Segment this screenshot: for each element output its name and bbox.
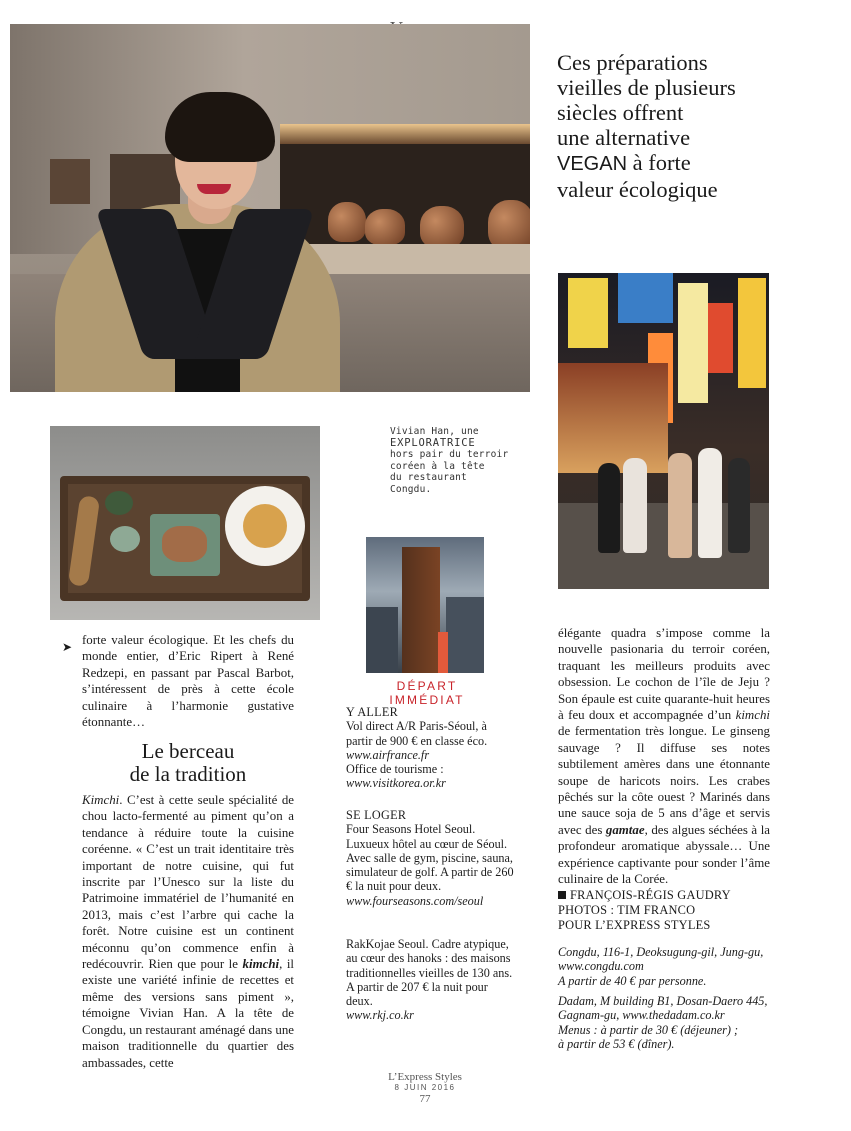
- page-number: 77: [419, 1093, 431, 1105]
- pull-quote-line: VEGAN à forte: [557, 150, 691, 175]
- pull-quote-line: Ces préparations: [557, 50, 708, 75]
- rkj-link[interactable]: www.rkj.co.kr: [346, 1008, 414, 1023]
- airfrance-link[interactable]: www.airfrance.fr: [346, 747, 430, 762]
- vegan-word: VEGAN: [557, 153, 628, 175]
- pull-quote-line: valeur écologique: [557, 177, 718, 202]
- pull-quote-line: vieilles de plusieurs: [557, 75, 736, 100]
- article-paragraph: Kimchi. C’est à cette seule spécialité de chou lacto-fermenté au piment qu’on a tendance à réduire toute la cuisine coréenne. « C’est un trait identitaire très important de notre cuisine, qui fut inscrite par l’Unesco sur la liste du Patrimoine immatériel de l’humanité en 2013, mais c’est l’arbre qui cache la forêt. Notre cuisine est un continent méconnu qu’on commence enfin à redécouvrir. Rien que pour le kimchi, il existe une variété infinie de recettes et même des versions sans piment », témoigne Vivian Han. A la tête de Congdu, un restaurant aménagé dans une maison traditionnelle du quartier des ambassades, cette: [82, 793, 295, 1070]
- depart-title: DÉPART IMMÉDIAT: [389, 679, 465, 707]
- address-dadam: Dadam, M building B1, Dosan-Daero 445, Gagnam-gu, www.thedadam.co.kr Menus : à partir de 30 € (déjeuner) ; à partir de 53 € (dîner).: [558, 994, 768, 1051]
- square-icon: [558, 891, 566, 899]
- city-photo: [366, 537, 484, 673]
- info-se-loger: SE LOGER Four Seasons Hotel Seoul. Luxueux hôtel au cœur de Séoul. Avec salle de gym, piscine, sauna, simulateur de golf. A partir de 260 € la nuit pour deux. www.fourseasons.com/seoul: [346, 808, 516, 908]
- pull-quote: [557, 50, 797, 202]
- pull-quote-line: une alternative: [557, 125, 691, 150]
- fourseasons-link[interactable]: www.fourseasons.com/seoul: [346, 893, 484, 908]
- visitkorea-link[interactable]: www.visitkorea.or.kr: [346, 776, 446, 791]
- page-footer: L’Express Styles 8 JUIN 2016 77: [350, 1071, 500, 1105]
- address-congdu: Congdu, 116-1, Deoksugung-gil, Jung-gu, www.congdu.com A partir de 40 € par personne.: [558, 945, 764, 988]
- tray-photo: [50, 426, 320, 620]
- street-photo: [558, 273, 769, 589]
- byline: FRANÇOIS-RÉGIS GAUDRY PHOTOS : TIM FRANCO POUR L’EXPRESS STYLES: [558, 888, 731, 933]
- pull-quote-line: siècles offrent: [557, 100, 684, 125]
- subheading: Le berceau de la tradition: [129, 739, 247, 786]
- article-paragraph: élégante quadra s’impose comme la nouvelle pasionaria du terroir coréen, traquant les meilleurs produits avec obsession. Le cochon de l’île de Jeju ? Son épaule est cuite quarante-huit heures à feu doux et accompagnée d’un kimchi de fermentation très longue. Le ginseng sauvage ? Il diffuse ses notes subtilement amères dans une étonnante soupe de haricots noirs. Les crabes pêchés sur la côte ouest ? Marinés dans une sauce soja de 5 ans d’âge et servis avec des gamtae, des algues séchées à la profondeur aromatique abyssale… Une expérience captivante pour sonder l’âme culinaire de la Corée.: [558, 626, 770, 887]
- article-paragraph: forte valeur écologique. Et les chefs du monde entier, d’Eric Ripert à René Redzepi, en passant par Pascal Barbot, s’intéressent de près à cette école culinaire à l’harmonie gustative étonnante…: [82, 633, 294, 730]
- info-rakkojae: RakKojae Seoul. Cadre atypique, au cœur des hanoks : des maisons traditionnelles vieilles de 130 ans. A partir de 207 € la nuit pour deux. www.rkj.co.kr: [346, 937, 516, 1023]
- arrow-icon: ➤: [62, 640, 73, 654]
- photo-caption: Vivian Han, une EXPLORATRICE hors pair du terroir coréen à la tête du restaurant Congdu.: [390, 426, 509, 495]
- portrait-photo: [10, 24, 530, 392]
- info-y-aller: Y ALLER Vol direct A/R Paris-Séoul, à partir de 900 € en classe éco. www.airfrance.fr Office de tourisme : www.visitkorea.or.kr: [346, 705, 516, 791]
